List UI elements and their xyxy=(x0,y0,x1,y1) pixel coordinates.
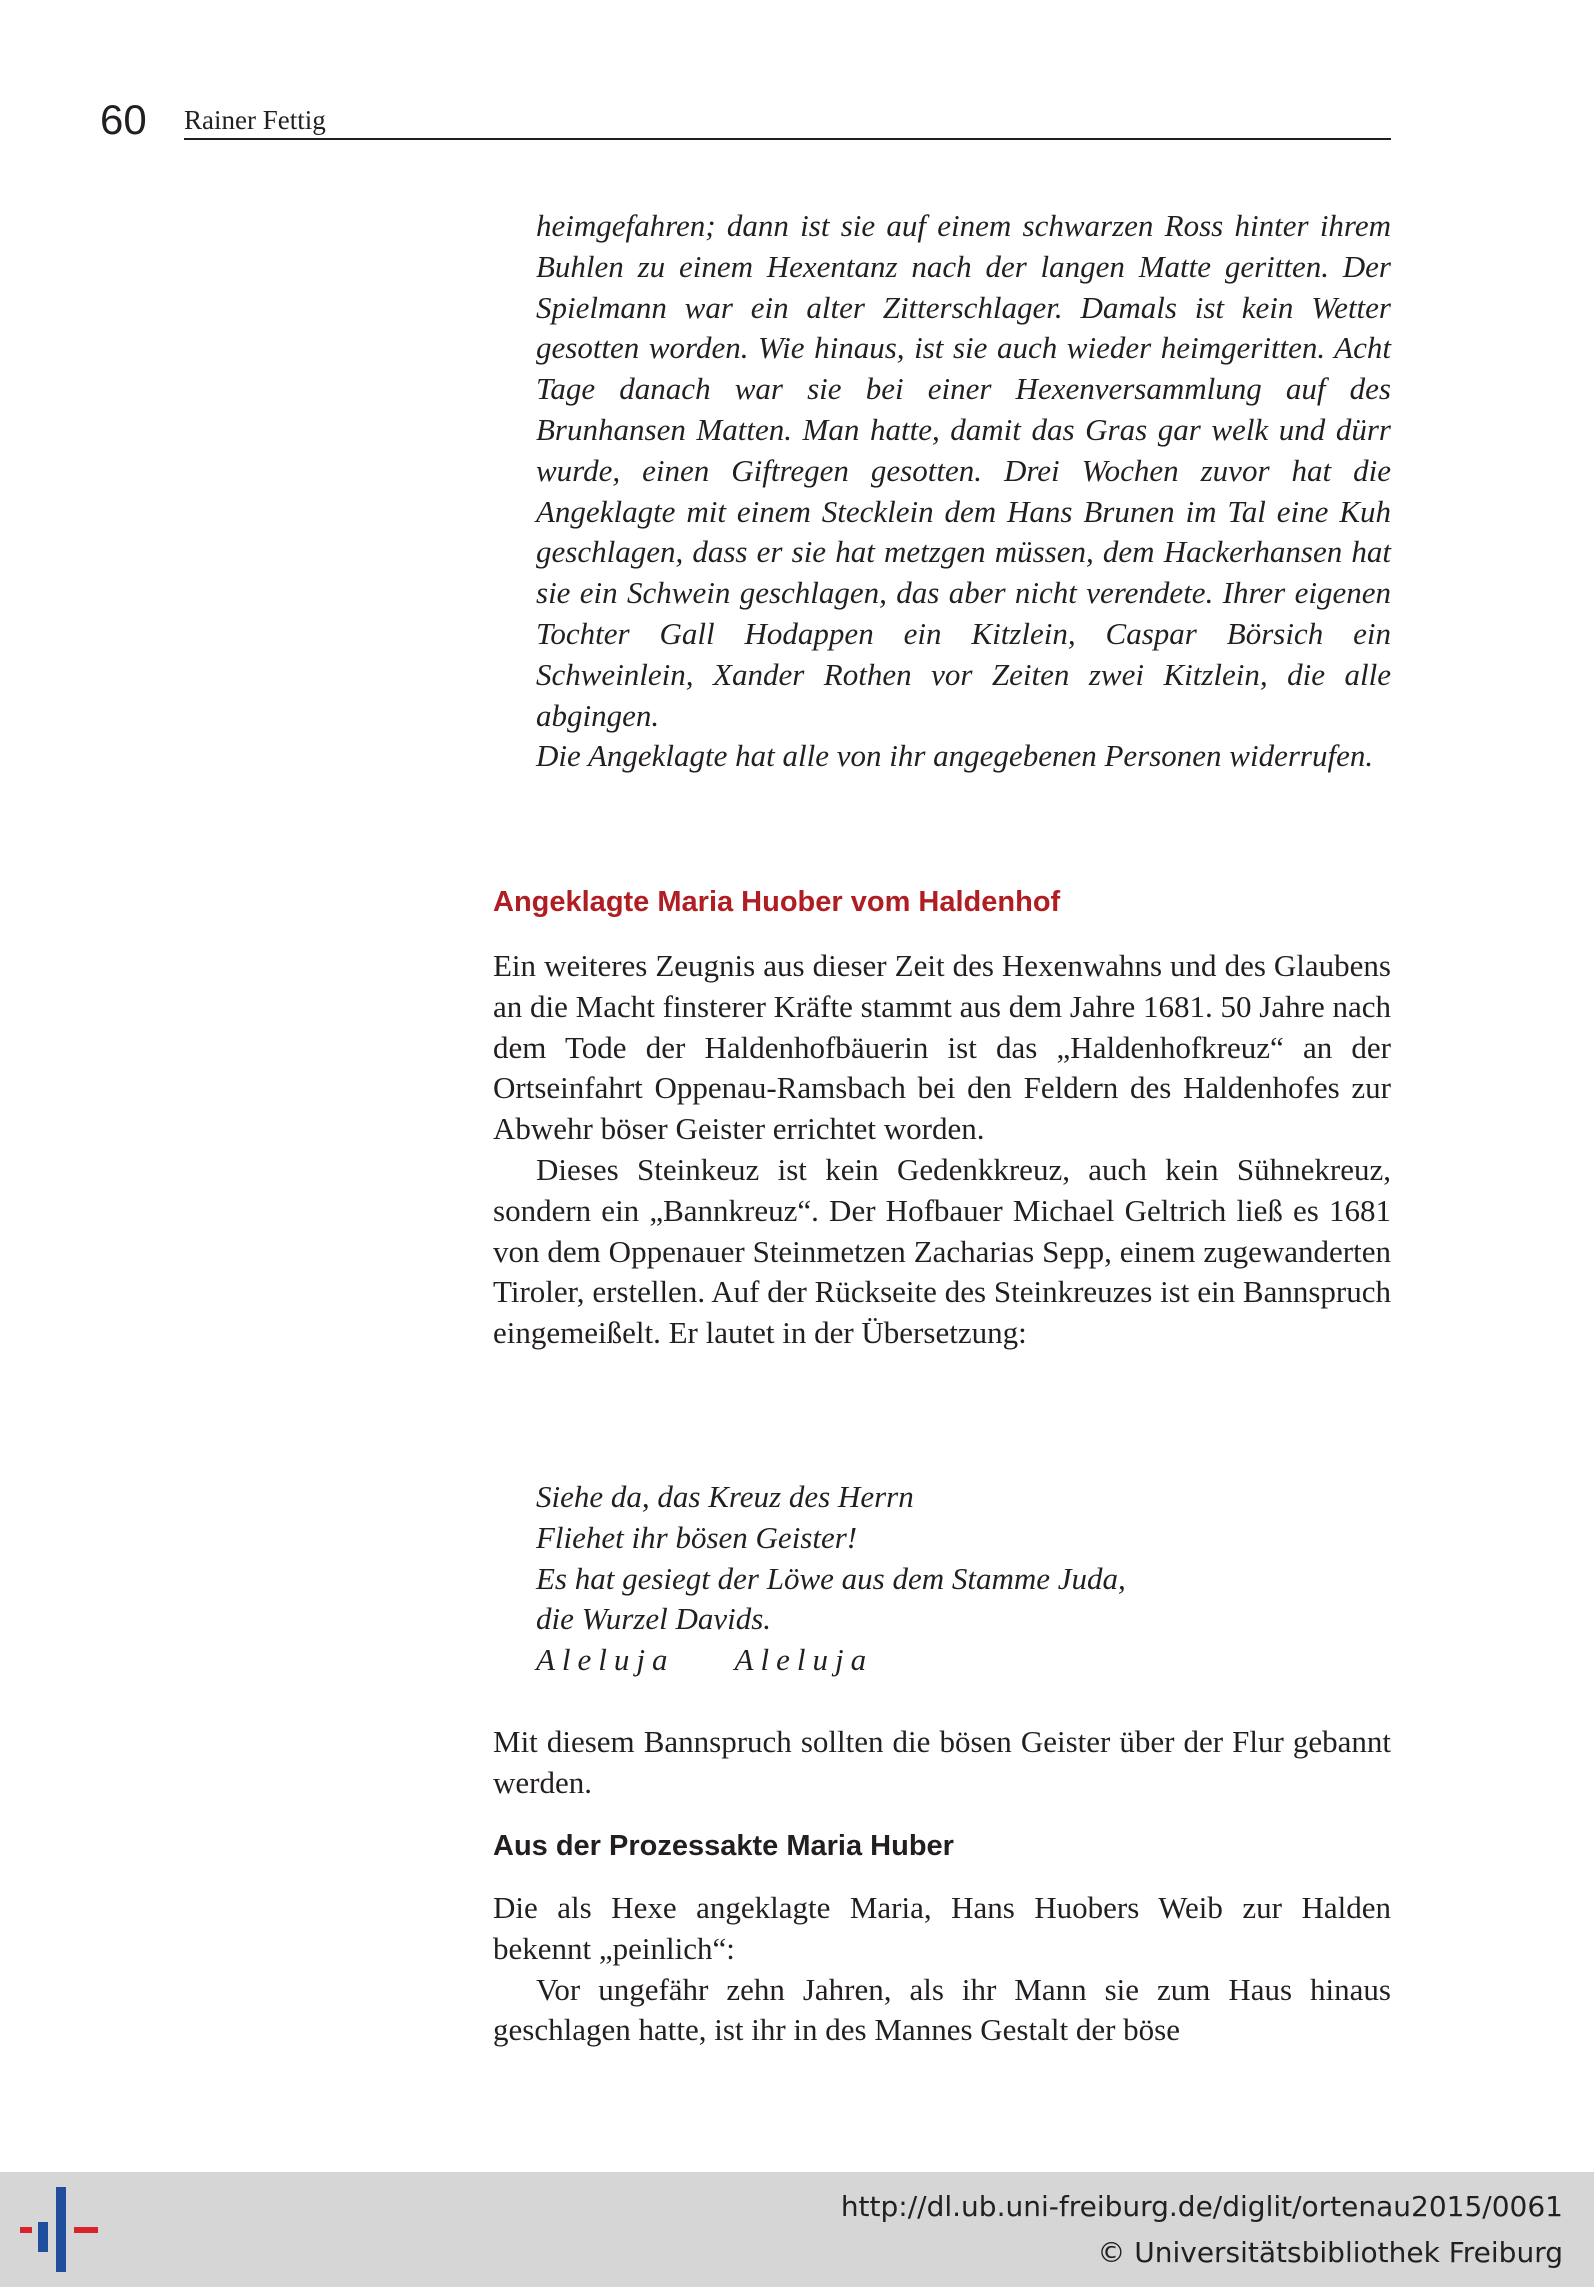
logo-red-dash-left xyxy=(20,2227,32,2233)
logo-blue-bar xyxy=(38,2222,48,2252)
footer-bar xyxy=(0,2172,1594,2287)
section-heading: Angeklagte Maria Huober vom Haldenhof xyxy=(493,886,1061,918)
italic-quote-block xyxy=(536,206,1391,777)
verse-word: Aleluja xyxy=(536,1642,675,1678)
logo-red-dash-right xyxy=(74,2227,98,2233)
body-paragraph: Vor ungefähr zehn Jahren, als ihr Mann sie zum Haus hinaus geschlagen hatte, ist ihr in des Mannes Gestalt der böse xyxy=(493,1971,1391,2048)
page-header xyxy=(100,98,1392,142)
quote-paragraph: Die Angeklagte hat alle von ihr angegebenen Personen widerrufen. xyxy=(536,738,1374,774)
body-text-block xyxy=(493,1722,1391,1804)
quote-paragraph: heimgefahren; dann ist sie auf einem schwarzen Ross hinter ihrem Buhlen zu einem Hexentanz nach der langen Matte geritten. Der Spielmann war ein alter Zitterschlager. Damals ist kein Wetter gesotten worden. Wie hinaus, ist sie auch wieder heimgeritten. Acht Tage danach war sie bei einer Hexenversammlung auf des Brunhansen Matten. Man hatte, damit das Gras gar welk und dürr wurde, einen Giftregen gesotten. Drei Wochen zuvor hat die Angeklagte mit einem Stecklein dem Hans Brunen im Tal eine Kuh geschlagen, dass er sie hat metzgen müssen, dem Hackerhansen hat sie ein Schwein geschlagen, das aber nicht verendete. Ihrer eigenen Tochter Gall Hodappen ein Kitzlein, Caspar Börsich ein Schweinlein, Xander Rothen vor Zeiten zwei Kitzlein, die alle abgingen. xyxy=(536,208,1391,733)
page-number: 60 xyxy=(100,96,147,143)
footer-url-link[interactable]: http://dl.ub.uni-freiburg.de/diglit/ortenau2015/0061 xyxy=(840,2190,1563,2223)
verse-line: die Wurzel Davids. xyxy=(536,1601,772,1637)
footer-copyright: © Universitätsbibliothek Freiburg xyxy=(1097,2236,1563,2269)
verse-line: Es hat gesiegt der Löwe aus dem Stamme Juda, xyxy=(536,1560,1126,1596)
verse-line xyxy=(536,1640,1391,1681)
verse-line: Siehe da, das Kreuz des Herrn xyxy=(536,1479,914,1514)
verse-word: Aleluja xyxy=(734,1642,874,1678)
body-paragraph: Dieses Steinkeuz ist kein Gedenkkreuz, auch kein Sühnekreuz, sondern ein „Bannkreuz“. Der Hofbauer Michael Geltrich ließ es 1681 von dem Oppenauer Steinmetzen Zacharias Sepp, einem zugewanderten Tiroler, erstellen. Auf der Rückseite des Steinkreuzes ist ein Bannspruch eingemeißelt. Er lautet in der Übersetzung: xyxy=(493,1151,1391,1351)
library-logo-icon xyxy=(20,2187,100,2272)
header-rule xyxy=(184,138,1391,140)
body-text-block xyxy=(493,946,1391,1354)
body-text-block xyxy=(493,1888,1391,2051)
body-paragraph: Mit diesem Bannspruch sollten die bösen Geister über der Flur gebannt werden. xyxy=(493,1724,1391,1800)
logo-blue-stem xyxy=(56,2187,66,2272)
verse-line: Fliehet ihr bösen Geister! xyxy=(536,1519,858,1555)
body-paragraph: Die als Hexe angeklagte Maria, Hans Huobers Weib zur Halden bekennt „peinlich“: xyxy=(493,1890,1391,1966)
verse-block xyxy=(536,1477,1391,1681)
running-head-author: Rainer Fettig xyxy=(184,105,326,135)
body-paragraph: Ein weiteres Zeugnis aus dieser Zeit des Hexenwahns und des Glaubens an die Macht finsterer Kräfte stammt aus dem Jahre 1681. 50 Jahre nach dem Tode der Haldenhofbäuerin ist das „Haldenhofkreuz“ an der Ortseinfahrt Oppenau-Ramsbach bei den Feldern des Haldenhofes zur Abwehr böser Geister errichtet worden. xyxy=(493,948,1391,1147)
subsection-heading: Aus der Prozessakte Maria Huber xyxy=(493,1830,954,1862)
